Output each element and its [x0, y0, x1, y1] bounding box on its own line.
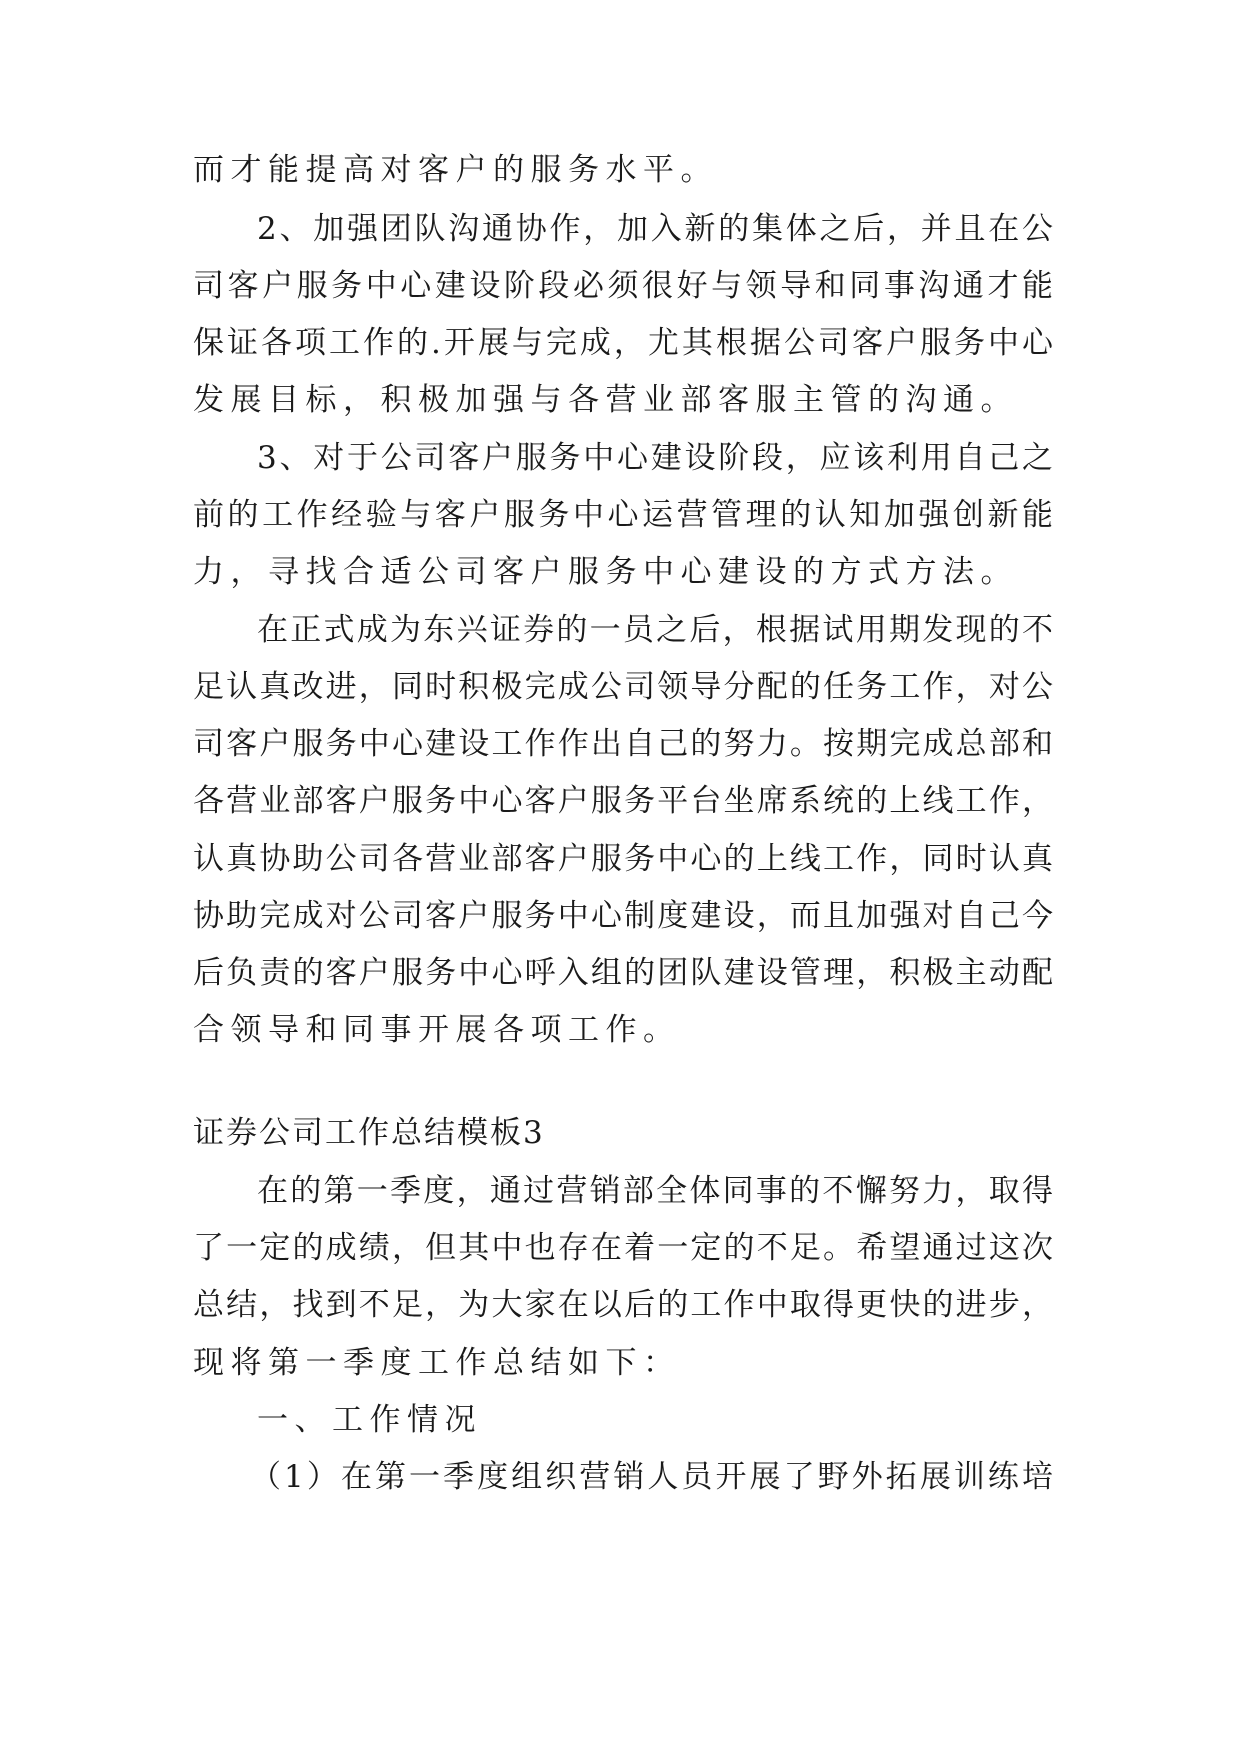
paragraph-line: 保证各项工作的.开展与完成，尤其根据公司客户服务中心 — [193, 325, 1053, 361]
paragraph-line: 现将第一季度工作总结如下： — [193, 1345, 681, 1381]
paragraph-line: 各营业部客户服务中心客户服务平台坐席系统的上线工作， — [193, 783, 1053, 819]
paragraph-line: 协助完成对公司客户服务中心制度建设，而且加强对自己今 — [193, 898, 1053, 934]
paragraph-line: 在正式成为东兴证券的一员之后，根据试用期发现的不 — [257, 612, 1053, 648]
paragraph-line: 了一定的成绩，但其中也存在着一定的不足。希望通过这次 — [193, 1230, 1053, 1266]
paragraph-line: 前的工作经验与客户服务中心运营管理的认知加强创新能 — [193, 497, 1053, 533]
paragraph-line: 而才能提高对客户的服务水平。 — [193, 152, 718, 188]
paragraph-line: 合领导和同事开展各项工作。 — [193, 1012, 681, 1048]
paragraph-line: 司客户服务中心建设工作作出自己的努力。按期完成总部和 — [193, 726, 1053, 762]
paragraph-line: 足认真改进，同时积极完成公司领导分配的任务工作，对公 — [193, 669, 1053, 705]
subsection-heading: 一、工作情况 — [257, 1402, 482, 1438]
paragraph-line: 司客户服务中心建设阶段必须很好与领导和同事沟通才能 — [193, 268, 1053, 304]
paragraph-line: 发展目标，积极加强与各营业部客服主管的沟通。 — [193, 382, 1018, 418]
paragraph-line: 总结，找到不足，为大家在以后的工作中取得更快的进步， — [193, 1287, 1053, 1323]
paragraph-line: 3、对于公司客户服务中心建设阶段，应该利用自己之 — [257, 440, 1053, 476]
paragraph-line: 在的第一季度，通过营销部全体同事的不懈努力，取得 — [257, 1173, 1053, 1209]
paragraph-line: 力，寻找合适公司客户服务中心建设的方式方法。 — [193, 554, 1018, 590]
paragraph-line: 后负责的客户服务中心呼入组的团队建设管理，积极主动配 — [193, 955, 1053, 991]
paragraph-line: 2、加强团队沟通协作，加入新的集体之后，并且在公 — [257, 211, 1053, 247]
paragraph-line: 认真协助公司各营业部客户服务中心的上线工作，同时认真 — [193, 841, 1053, 877]
section-heading: 证券公司工作总结模板3 — [193, 1115, 545, 1151]
paragraph-line: （1）在第一季度组织营销人员开展了野外拓展训练培 — [250, 1459, 1053, 1495]
